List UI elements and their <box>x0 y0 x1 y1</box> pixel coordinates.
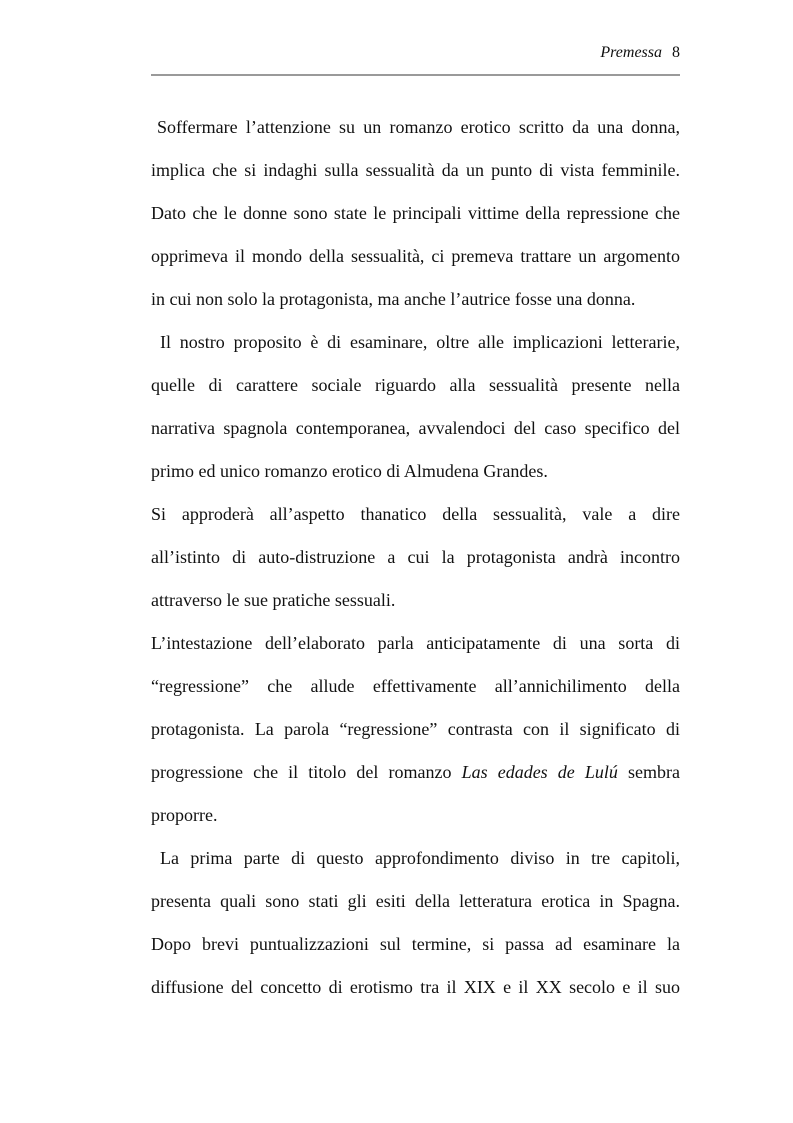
book-title: Las edades de Lulú <box>461 762 618 782</box>
text-line: “regressione” che allude effettivamente all’annichilimento della <box>151 676 680 696</box>
text-line: narrativa spagnola contemporanea, avvalendoci del caso specifico del <box>151 418 680 438</box>
text-line: all’istinto di auto-distruzione a cui la protagonista andrà incontro <box>151 547 680 567</box>
text-line: quelle di carattere sociale riguardo alla sessualità presente nella <box>151 375 680 395</box>
text-line: presenta quali sono stati gli esiti della letteratura erotica in Spagna. <box>151 891 680 911</box>
text-line-mixed <box>151 755 680 798</box>
text-line: diffusione del concetto di erotismo tra il XIX e il XX secolo e il suo <box>151 977 680 997</box>
text-line: Il nostro proposito è di esaminare, oltre alle implicazioni letterarie, <box>160 332 680 352</box>
text-line: La prima parte di questo approfondimento diviso in tre capitoli, <box>160 848 680 868</box>
page-number: 8 <box>672 44 680 61</box>
text-line: protagonista. La parola “regressione” contrasta con il significato di <box>151 719 680 739</box>
text-line: opprimeva il mondo della sessualità, ci premeva trattare un argomento <box>151 246 680 266</box>
text-line: attraverso le sue pratiche sessuali. <box>151 590 396 610</box>
text-segment: sembra <box>628 762 680 782</box>
text-line: in cui non solo la protagonista, ma anche l’autrice fosse una donna. <box>151 289 636 309</box>
header-rule <box>151 74 680 76</box>
text-line: primo ed unico romanzo erotico di Almudena Grandes. <box>151 461 548 481</box>
running-header <box>151 44 680 70</box>
section-title: Premessa <box>600 44 662 61</box>
text-line: Dopo brevi puntualizzazioni sul termine, si passa ad esaminare la <box>151 934 680 954</box>
text-line: L’intestazione dell’elaborato parla anticipatamente di una sorta di <box>151 633 680 653</box>
text-line: proporre. <box>151 805 218 825</box>
page-body <box>151 110 680 1013</box>
text-line: Soffermare l’attenzione su un romanzo erotico scritto da una donna, <box>157 117 680 137</box>
text-line: Dato che le donne sono state le principali vittime della repressione che <box>151 203 680 223</box>
text-segment: progressione che il titolo del romanzo <box>151 762 452 782</box>
text-line: Si approderà all’aspetto thanatico della sessualità, vale a dire <box>151 504 680 524</box>
text-line: implica che si indaghi sulla sessualità da un punto di vista femminile. <box>151 160 680 180</box>
